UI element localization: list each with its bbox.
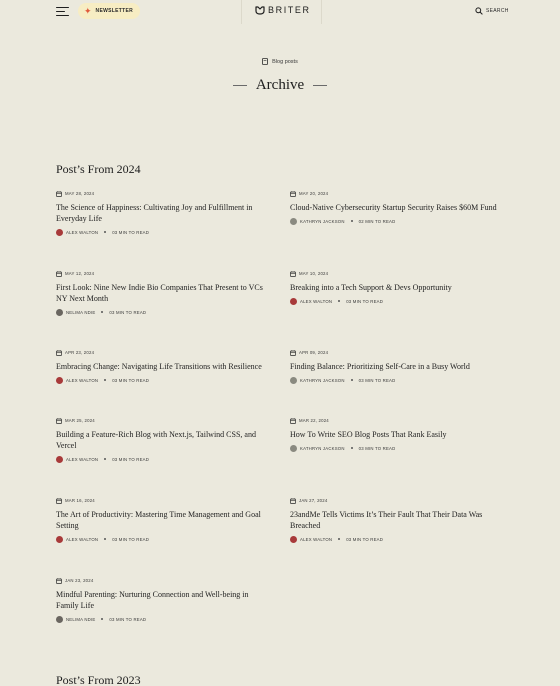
section-title: Post’s From 2024 (56, 162, 141, 176)
post-date-text: MAY 28, 2024 (65, 191, 95, 196)
post-date-text: APR 09, 2024 (299, 350, 329, 355)
meta-separator (104, 538, 106, 540)
author-avatar (56, 616, 63, 623)
site-header (0, 0, 560, 24)
post-title-link[interactable]: Embracing Change: Navigating Life Transitions with Resilience (56, 362, 262, 371)
author-avatar (56, 456, 63, 463)
author-avatar (290, 445, 297, 452)
post-card[interactable] (56, 349, 272, 384)
menu-icon (56, 15, 69, 16)
search-button[interactable] (475, 7, 509, 15)
calendar-icon (56, 418, 62, 424)
post-date-text: MAY 12, 2024 (65, 271, 95, 276)
calendar-icon (290, 498, 296, 504)
logo-text: BRITER (268, 5, 311, 15)
post-date-text: MAR 22, 2024 (299, 418, 329, 423)
post-date (56, 497, 272, 504)
author-avatar (290, 298, 297, 305)
author-name[interactable]: ALEX WALTON (66, 229, 99, 235)
post-date-text: JAN 27, 2024 (299, 498, 328, 503)
logo-icon (255, 6, 265, 15)
read-time: 03 MIN TO READ (346, 298, 384, 304)
site-logo[interactable] (255, 5, 311, 15)
read-time: 02 MIN TO READ (358, 218, 396, 224)
post-title-link[interactable]: Finding Balance: Prioritizing Self-Care in a Busy World (290, 362, 470, 371)
post-date-text: MAR 25, 2024 (65, 418, 95, 423)
post-title-link[interactable]: Cloud-Native Cybersecurity Startup Security Raises $60M Fund (290, 203, 497, 212)
document-icon (262, 58, 268, 65)
calendar-icon (290, 191, 296, 197)
meta-separator (351, 379, 353, 381)
post-date (56, 577, 272, 584)
meta-separator (101, 311, 103, 313)
post-title-link[interactable]: First Look: Nine New Indie Bio Companies That Present to VCs NY Next Month (56, 283, 263, 303)
post-date (290, 270, 506, 277)
newsletter-label: NEWSLETTER (95, 8, 133, 14)
calendar-icon (56, 271, 62, 277)
post-meta (290, 444, 506, 452)
author-avatar (56, 229, 63, 236)
page-title-row (0, 77, 560, 94)
read-time: 03 MIN TO READ (109, 616, 147, 622)
meta-separator (104, 231, 106, 233)
author-avatar (290, 218, 297, 225)
calendar-icon (56, 498, 62, 504)
post-date-text: MAY 20, 2024 (299, 191, 329, 196)
menu-icon (56, 7, 69, 8)
author-name[interactable]: ALEX WALTON (66, 536, 99, 542)
post-card[interactable] (290, 417, 506, 452)
post-meta (56, 228, 272, 236)
post-date (290, 497, 506, 504)
section-title: Post’s From 2023 (56, 673, 141, 686)
author-name[interactable]: KATHRYN JACKSON (300, 218, 345, 224)
post-card[interactable] (56, 497, 272, 543)
author-name[interactable]: ALEX WALTON (300, 298, 333, 304)
post-date (56, 190, 272, 197)
calendar-icon (290, 418, 296, 424)
calendar-icon (290, 271, 296, 277)
post-date (290, 417, 506, 424)
read-time: 03 MIN TO READ (112, 536, 150, 542)
meta-separator (104, 379, 106, 381)
header-divider (241, 0, 242, 24)
post-card[interactable] (290, 190, 506, 225)
author-name[interactable]: KATHRYN JACKSON (300, 445, 345, 451)
read-time: 03 MIN TO READ (358, 445, 396, 451)
meta-separator (104, 458, 106, 460)
breadcrumb-label: Blog posts (272, 58, 298, 65)
page-title: Archive (255, 77, 305, 93)
post-card[interactable] (56, 577, 272, 623)
post-date (290, 190, 506, 197)
author-avatar (56, 309, 63, 316)
newsletter-button[interactable] (78, 3, 140, 19)
post-date (56, 417, 272, 424)
author-name[interactable]: KATHRYN JACKSON (300, 377, 345, 383)
author-avatar (290, 536, 297, 543)
post-date-text: JAN 23, 2024 (65, 578, 94, 583)
post-title-link[interactable]: The Art of Productivity: Mastering Time Management and Goal Setting (56, 510, 261, 530)
header-divider (321, 0, 322, 24)
search-icon (475, 7, 483, 15)
post-card[interactable] (290, 270, 506, 305)
post-meta (290, 217, 506, 225)
post-title-link[interactable]: How To Write SEO Blog Posts That Rank Easily (290, 430, 447, 439)
read-time: 03 MIN TO READ (112, 377, 150, 383)
post-meta (290, 535, 506, 543)
post-meta (56, 308, 272, 316)
calendar-icon (56, 191, 62, 197)
menu-button[interactable] (56, 6, 69, 17)
post-title-link[interactable]: Building a Feature-Rich Blog with Next.js, Tailwind CSS, and Vercel (56, 430, 256, 450)
author-name[interactable]: NELIMA NDIE (66, 309, 96, 315)
post-meta (56, 615, 272, 623)
author-name[interactable]: ALEX WALTON (66, 377, 99, 383)
meta-separator (351, 447, 353, 449)
breadcrumb (0, 58, 560, 65)
meta-separator (338, 300, 340, 302)
author-name[interactable]: ALEX WALTON (66, 456, 99, 462)
calendar-icon (290, 350, 296, 356)
post-card[interactable] (56, 190, 272, 236)
post-title-link[interactable]: 23andMe Tells Victims It’s Their Fault That Their Data Was Breached (290, 510, 483, 530)
post-date (56, 349, 272, 356)
calendar-icon (56, 578, 62, 584)
post-title-link[interactable]: Breaking into a Tech Support & Devs Opportunity (290, 283, 452, 292)
post-date (56, 270, 272, 277)
menu-icon (56, 11, 65, 12)
post-date-text: MAR 16, 2024 (65, 498, 95, 503)
meta-separator (338, 538, 340, 540)
post-card[interactable] (56, 270, 272, 316)
post-meta (56, 535, 272, 543)
calendar-icon (56, 350, 62, 356)
author-name[interactable]: NELIMA NDIE (66, 616, 96, 622)
post-title-link[interactable]: The Science of Happiness: Cultivating Joy and Fulfillment in Everyday Life (56, 203, 253, 223)
post-meta (56, 455, 272, 463)
meta-separator (351, 220, 353, 222)
post-card[interactable] (290, 349, 506, 384)
title-rule (233, 85, 247, 86)
post-date-text: MAY 10, 2024 (299, 271, 329, 276)
post-meta (290, 376, 506, 384)
author-avatar (56, 377, 63, 384)
post-meta (56, 376, 272, 384)
read-time: 03 MIN TO READ (109, 309, 147, 315)
author-avatar (290, 377, 297, 384)
post-title-link[interactable]: Mindful Parenting: Nurturing Connection and Well-being in Family Life (56, 590, 249, 610)
search-label: SEARCH (486, 8, 509, 14)
read-time: 03 MIN TO READ (358, 377, 396, 383)
read-time: 03 MIN TO READ (112, 229, 150, 235)
title-rule (313, 85, 327, 86)
read-time: 03 MIN TO READ (346, 536, 384, 542)
sparkle-icon: ✦ (84, 5, 92, 16)
meta-separator (101, 618, 103, 620)
post-date (290, 349, 506, 356)
post-card[interactable] (56, 417, 272, 463)
post-date-text: APR 23, 2024 (65, 350, 95, 355)
author-name[interactable]: ALEX WALTON (300, 536, 333, 542)
post-meta (290, 297, 506, 305)
post-card[interactable] (290, 497, 506, 543)
read-time: 03 MIN TO READ (112, 456, 150, 462)
author-avatar (56, 536, 63, 543)
